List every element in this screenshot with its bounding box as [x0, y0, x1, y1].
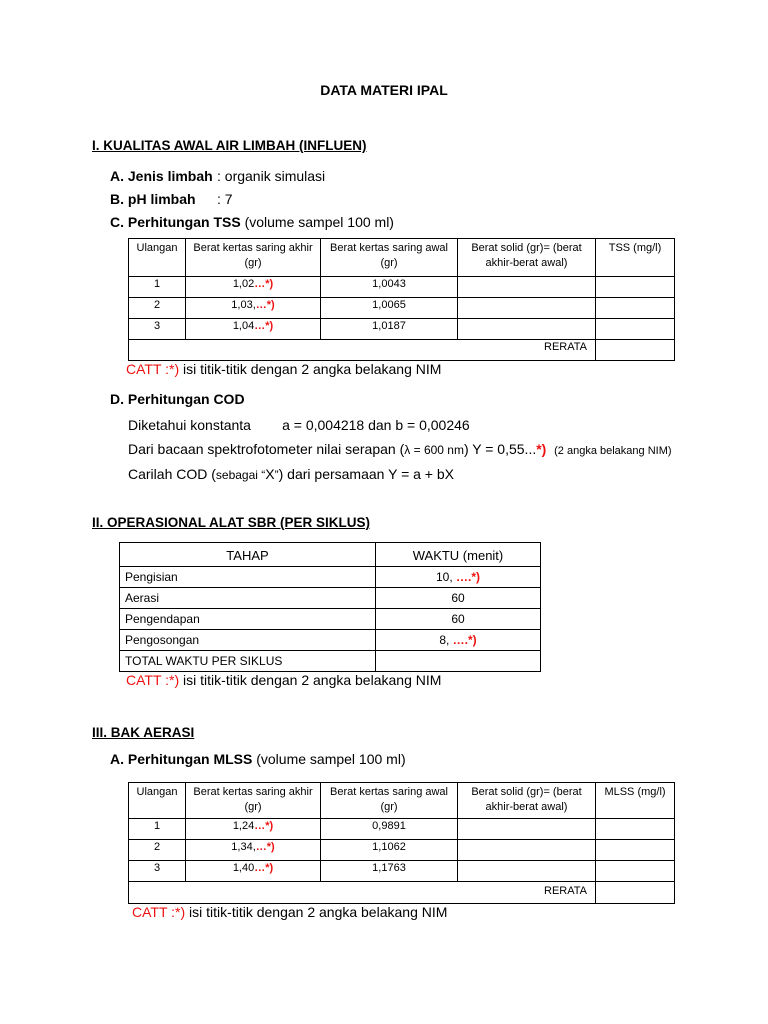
tss-header-tss: TSS (mg/l)	[596, 239, 675, 277]
cod-heading: D. Perhitungan COD	[110, 391, 245, 407]
mlss-awal-cell: 0,9891	[321, 819, 458, 840]
mlss-akhir-cell: 1,34,…*)	[186, 840, 321, 861]
sbr-waktu-cell: 10, ….*)	[376, 567, 541, 588]
mlss-awal-cell: 1,1062	[321, 840, 458, 861]
table-row	[120, 630, 541, 651]
sbr-table	[119, 542, 541, 672]
tss-ulangan-cell: 2	[129, 298, 186, 319]
mlss-rerata-cell[interactable]	[596, 882, 675, 904]
sbr-tahap-cell: Aerasi	[120, 588, 376, 609]
mlss-heading: A. Perhitungan MLSS (volume sampel 100 ml)	[110, 751, 406, 767]
tss-header-akhir: Berat kertas saring akhir (gr)	[186, 239, 321, 277]
mlss-ulangan-cell: 3	[129, 861, 186, 882]
ph-limbah-value: : 7	[217, 191, 233, 207]
table-row	[120, 588, 541, 609]
tss-awal-cell: 1,0043	[321, 277, 458, 298]
sbr-header-waktu: WAKTU (menit)	[376, 543, 541, 567]
tss-rerata-cell[interactable]	[596, 340, 675, 361]
sbr-total-cell[interactable]	[376, 651, 541, 672]
mlss-header-mlss: MLSS (mg/l)	[596, 783, 675, 819]
table-row	[129, 840, 675, 861]
table-row	[129, 277, 675, 298]
mlss-solid-cell[interactable]	[458, 819, 596, 840]
jenis-limbah-label: A. Jenis limbah	[110, 168, 213, 184]
mlss-awal-cell: 1,1763	[321, 861, 458, 882]
catt-note-3: CATT :*) isi titik-titik dengan 2 angka belakang NIM	[132, 904, 448, 920]
sbr-tahap-cell: Pengendapan	[120, 609, 376, 630]
mlss-value-cell[interactable]	[596, 840, 675, 861]
tss-value-cell[interactable]	[596, 298, 675, 319]
sbr-waktu-cell: 8, ….*)	[376, 630, 541, 651]
table-row	[129, 882, 675, 904]
tss-akhir-cell: 1,02…*)	[186, 277, 321, 298]
mlss-header-akhir: Berat kertas saring akhir (gr)	[186, 783, 321, 819]
mlss-akhir-cell: 1,40…*)	[186, 861, 321, 882]
tss-value-cell[interactable]	[596, 277, 675, 298]
section-3-heading: III. BAK AERASI	[92, 725, 195, 740]
table-row	[120, 609, 541, 630]
tss-header-solid: Berat solid (gr)= (berat akhir-berat awal)	[458, 239, 596, 277]
section-1-heading: I. KUALITAS AWAL AIR LIMBAH (INFLUEN)	[92, 138, 367, 153]
mlss-rerata-label: RERATA	[129, 882, 596, 904]
mlss-value-cell[interactable]	[596, 861, 675, 882]
table-row	[129, 298, 675, 319]
tss-rerata-label: RERATA	[129, 340, 596, 361]
mlss-solid-cell[interactable]	[458, 861, 596, 882]
table-row	[129, 319, 675, 340]
tss-header-ulangan: Ulangan	[129, 239, 186, 277]
table-row	[120, 651, 541, 672]
sbr-tahap-cell: Pengisian	[120, 567, 376, 588]
mlss-value-cell[interactable]	[596, 819, 675, 840]
section-2-heading: II. OPERASIONAL ALAT SBR (PER SIKLUS)	[92, 515, 371, 530]
tss-heading: C. Perhitungan TSS (volume sampel 100 ml)	[110, 214, 394, 230]
table-row	[120, 567, 541, 588]
table-row	[129, 340, 675, 361]
tss-akhir-cell: 1,03,…*)	[186, 298, 321, 319]
mlss-akhir-cell: 1,24…*)	[186, 819, 321, 840]
jenis-limbah-value: : organik simulasi	[217, 168, 326, 184]
tss-solid-cell[interactable]	[458, 298, 596, 319]
tss-awal-cell: 1,0065	[321, 298, 458, 319]
tss-solid-cell[interactable]	[458, 277, 596, 298]
ph-limbah-label: B. pH limbah	[110, 191, 196, 207]
cod-spectro-line: Dari bacaan spektrofotometer nilai serapan (λ = 600 nm) Y = 0,55...*) (2 angka belakang NIM)	[128, 441, 672, 457]
table-row	[129, 861, 675, 882]
tss-value-cell[interactable]	[596, 319, 675, 340]
mlss-header-ulangan: Ulangan	[129, 783, 186, 819]
mlss-header-solid: Berat solid (gr)= (berat akhir-berat awal)	[458, 783, 596, 819]
tss-awal-cell: 1,0187	[321, 319, 458, 340]
page-title: DATA MATERI IPAL	[320, 82, 448, 98]
catt-note-1: CATT :*) isi titik-titik dengan 2 angka belakang NIM	[126, 361, 442, 377]
table-row	[129, 819, 675, 840]
mlss-header-awal: Berat kertas saring awal (gr)	[321, 783, 458, 819]
mlss-table	[128, 782, 675, 904]
mlss-solid-cell[interactable]	[458, 840, 596, 861]
sbr-total-label: TOTAL WAKTU PER SIKLUS	[120, 651, 376, 672]
tss-header-awal: Berat kertas saring awal (gr)	[321, 239, 458, 277]
tss-ulangan-cell: 1	[129, 277, 186, 298]
sbr-header-tahap: TAHAP	[120, 543, 376, 567]
sbr-waktu-cell: 60	[376, 588, 541, 609]
tss-solid-cell[interactable]	[458, 319, 596, 340]
sbr-waktu-cell: 60	[376, 609, 541, 630]
tss-ulangan-cell: 3	[129, 319, 186, 340]
cod-constants: Diketahui konstanta a = 0,004218 dan b = 0,00246	[128, 417, 470, 433]
mlss-ulangan-cell: 1	[129, 819, 186, 840]
cod-equation-line: Carilah COD (sebagai “X”) dari persamaan Y = a + bX	[128, 466, 454, 482]
sbr-tahap-cell: Pengosongan	[120, 630, 376, 651]
mlss-ulangan-cell: 2	[129, 840, 186, 861]
tss-akhir-cell: 1,04…*)	[186, 319, 321, 340]
catt-note-2: CATT :*) isi titik-titik dengan 2 angka belakang NIM	[126, 672, 442, 688]
tss-table	[128, 238, 675, 361]
